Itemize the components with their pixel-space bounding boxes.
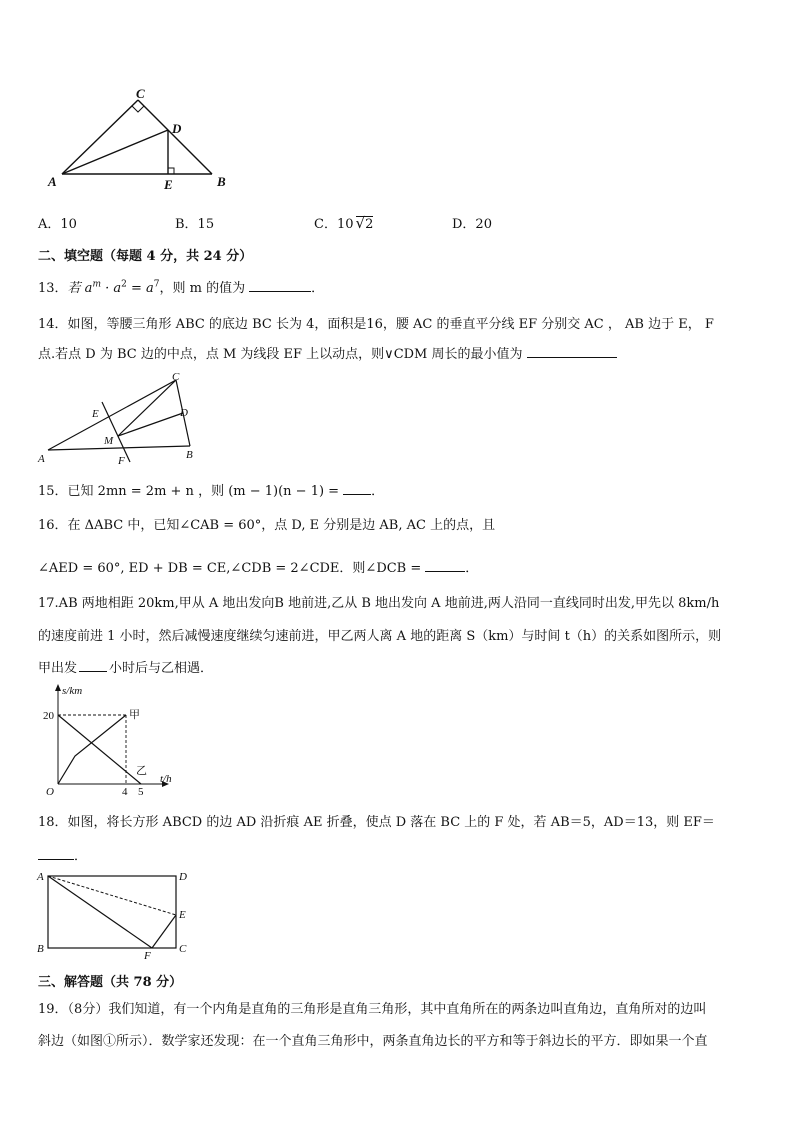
fig14-label-a: A (38, 453, 45, 465)
q13: 13．若 $a^m \cdot a^2 = a^7$，则 m 的值为 ． (38, 279, 325, 296)
fig14-label-d: D (180, 407, 188, 419)
section-3-heading: 三、解答题（共 78 分） (38, 975, 183, 990)
fig14-label-b: B (186, 449, 193, 461)
fig17-tick-20: 20 (43, 710, 54, 722)
fig17-tick-5: 5 (138, 786, 144, 796)
q14-line-1: 14．如图，等腰三角形 ABC 的底边 BC 长为 4，面积是16，腰 AC 的垂直平分线 EF 分别交 AC ， AB 边于 E， F (38, 317, 714, 332)
fig18-label-e: E (179, 909, 186, 921)
q12-option-c: C．10 √2 (314, 214, 374, 232)
q18-line-1: 18．如图，将长方形 ABCD 的边 AD 沿折痕 AE 折叠，使点 D 落在 BC 上的 F 处，若 AB＝5，AD＝13，则 EF＝ (38, 815, 715, 830)
q15: 15．已知 2mn = 2m + n ，则 (m − 1)(n − 1) = ． (38, 484, 385, 499)
fig17-y-axis-label: s/km (62, 685, 83, 697)
q19-line-2: 斜边（如图①所示）．数学家还发现：在一个直角三角形中，两条直角边长的平方和等于斜边长的平方．即如果一个直 (38, 1034, 708, 1049)
fig14-label-f: F (118, 455, 125, 466)
fig12-label-c: C (136, 86, 145, 101)
fig12-label-b: B (217, 174, 226, 189)
q12-triangle-figure (40, 82, 240, 194)
fig18-label-b: B (37, 943, 44, 955)
q17-line-2: 的速度前进 1 小时，然后减慢速度继续匀速前进，甲乙两人离 A 地的距离 S（km）与时间 t（h）的关系如图所示，则 (38, 629, 722, 644)
fig12-label-e: E (164, 177, 173, 192)
fig18-label-d: D (179, 871, 187, 883)
q19-line-1: 19．（8分）我们知道，有一个内角是直角的三角形是直角三角形，其中直角所在的两条边叫直角边，直角所对的边叫 (38, 1002, 707, 1017)
q17-line-3: 甲出发 小时后与乙相遇． (38, 661, 214, 676)
q14-line-2: 点.若点 D 为 BC 边的中点，点 M 为线段 EF 上以动点，则∨CDM 周长的最小值为 (38, 343, 617, 362)
q14-triangle-figure (34, 370, 204, 466)
fig17-series-yi-label: 乙 (136, 764, 147, 777)
section-2-heading: 二、填空题（每题 4 分，共 24 分） (38, 249, 253, 264)
fig17-series-jia-label: 甲 (129, 708, 140, 721)
q18-rectangle-figure (34, 866, 196, 960)
fig12-label-a: A (48, 174, 57, 189)
fig12-label-d: D (172, 121, 182, 136)
fig18-label-c: C (179, 943, 187, 955)
q18-line-2: ． (38, 845, 87, 864)
q16-line-1: 16．在 ΔABC 中，已知∠CAB = 60°，点 D, E 分别是边 AB, AC 上的点，且 (38, 518, 496, 533)
fig14-label-e: E (92, 408, 99, 420)
q12-option-b: B．15 (175, 217, 215, 232)
q17-distance-time-graph (38, 682, 178, 796)
fig17-tick-4: 4 (122, 786, 128, 796)
q12-option-d: D．20 (452, 217, 492, 232)
fig14-label-c: C (172, 371, 180, 383)
fig17-origin-label: O (46, 786, 54, 796)
fig14-label-m: M (104, 435, 114, 447)
q12-option-a: A．10 (38, 217, 77, 232)
fig17-x-axis-label: t/h (160, 773, 172, 785)
q16-line-2: ∠AED = 60°, ED + DB = CE,∠CDB = 2∠CDE．则∠DCB = ． (38, 561, 479, 576)
fig18-label-a: A (37, 871, 44, 883)
fig18-label-f: F (144, 950, 151, 960)
q17-line-1: 17.AB 两地相距 20km,甲从 A 地出发向B 地前进,乙从 B 地出发向 A 地前进,两人沿同一直线同时出发,甲先以 8km/h (38, 596, 720, 611)
